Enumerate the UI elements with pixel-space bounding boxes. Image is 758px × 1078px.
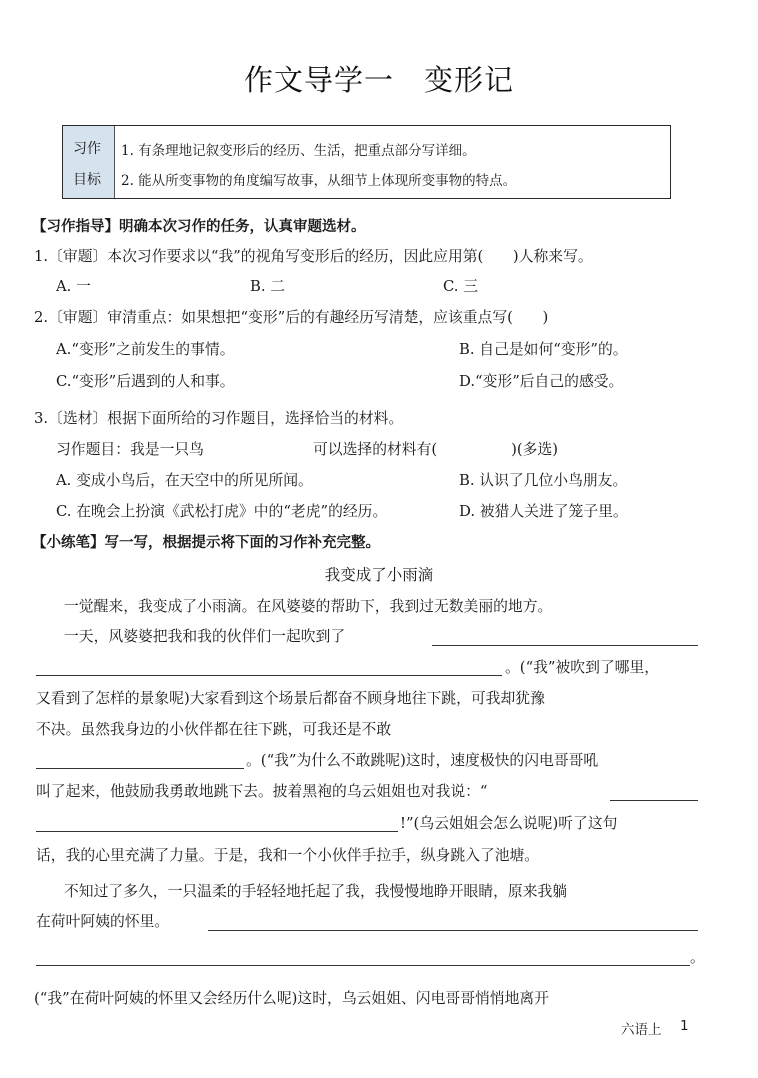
q3-choose: 可以选择的材料有( )(多选) [313, 441, 559, 458]
objectives-label [63, 126, 115, 198]
q3-topic: 习作题目：我是一只鸟 [56, 441, 204, 458]
essay-paragraph-1: 一觉醒来，我变成了小雨滴。在风婆婆的帮助下，我到过无数美丽的地方。 [64, 598, 553, 615]
guide-heading: 【习作指导】明确本次习作的任务，认真审题选材。 [32, 219, 366, 235]
q1-stem: 1.〔审题〕本次习作要求以“我”的视角写变形后的经历，因此应用第( )人称来写。 [34, 248, 593, 265]
answer-blank-2[interactable] [36, 675, 502, 676]
q3-option-d: D. 被猎人关进了笼子里。 [459, 503, 628, 520]
q2-stem: 2.〔审题〕审清重点：如果想把“变形”后的有趣经历写清楚，应该重点写( ) [34, 309, 549, 326]
q2-option-d: D.“变形”后自己的感受。 [459, 373, 624, 390]
essay-title: 我变成了小雨滴 [324, 566, 434, 584]
q1-option-c: C. 三 [443, 278, 478, 295]
q3-stem: 3.〔选材〕根据下面所给的习作题目，选择恰当的材料。 [34, 410, 404, 427]
essay-p3-line2: 在荷叶阿姨的怀里。 [36, 913, 170, 930]
answer-blank-4[interactable] [610, 800, 698, 801]
essay-p2-line7: !”(乌云姐姐会怎么说呢)听了这句 [400, 815, 618, 832]
answer-blank-7[interactable] [36, 965, 690, 966]
answer-blank-1[interactable] [432, 645, 698, 646]
q1-option-a: A. 一 [56, 278, 91, 295]
answer-blank-5[interactable] [36, 831, 398, 832]
objective-item-1: 1. 有条理地记叙变形后的经历、生活，把重点部分写详细。 [121, 143, 476, 159]
footer-grade: 六语上 [621, 1022, 662, 1038]
essay-p2-line5: 。(“我”为什么不敢跳呢)这时，速度极快的闪电哥哥吼 [246, 752, 599, 769]
essay-p3-line1: 不知过了多久，一只温柔的手轻轻地托起了我，我慢慢地睁开眼睛，原来我躺 [64, 883, 568, 900]
q2-option-c: C.“变形”后遇到的人和事。 [56, 373, 235, 390]
answer-blank-6[interactable] [208, 930, 698, 931]
essay-p3-end: 。 [690, 949, 705, 966]
page-number: 1 [680, 1018, 689, 1034]
q3-option-b: B. 认识了几位小鸟朋友。 [459, 472, 628, 489]
q3-option-c: C. 在晚会上扮演《武松打虎》中的“老虎”的经历。 [56, 503, 388, 520]
objectives-box [62, 125, 671, 199]
q2-option-b: B. 自己是如何“变形”的。 [459, 341, 628, 358]
objectives-label-line2: 目标 [73, 172, 101, 188]
essay-p3-line4: (“我”在荷叶阿姨的怀里又会经历什么呢)这时，乌云姐姐、闪电哥哥悄悄地离开 [34, 990, 549, 1007]
page-title: 作文导学一 变形记 [243, 63, 514, 97]
q2-option-a: A.“变形”之前发生的事情。 [56, 341, 235, 358]
objectives-label-line1: 习作 [73, 141, 101, 157]
essay-p2-line3: 又看到了怎样的景象呢)大家看到这个场景后都奋不顾身地往下跳，可我却犹豫 [36, 690, 545, 707]
essay-p2-line8: 话，我的心里充满了力量。于是，我和一个小伙伴手拉手，纵身跳入了池塘。 [36, 847, 540, 864]
objective-item-2: 2. 能从所变事物的角度编写故事，从细节上体现所变事物的特点。 [121, 173, 517, 189]
essay-p2-line6: 叫了起来，他鼓励我勇敢地跳下去。披着黑袍的乌云姐姐也对我说：“ [36, 783, 488, 800]
q3-option-a: A. 变成小鸟后，在天空中的所见所闻。 [56, 472, 313, 489]
answer-blank-3[interactable] [36, 768, 244, 769]
essay-p2-start: 一天，风婆婆把我和我的伙伴们一起吹到了 [64, 628, 346, 645]
q1-option-b: B. 二 [250, 278, 286, 295]
essay-p2-hint: 。(“我”被吹到了哪里， [505, 659, 660, 676]
essay-p2-line4: 不决。虽然我身边的小伙伴都在往下跳，可我还是不敢 [36, 721, 392, 738]
practice-heading: 【小练笔】写一写，根据提示将下面的习作补充完整。 [32, 535, 380, 551]
